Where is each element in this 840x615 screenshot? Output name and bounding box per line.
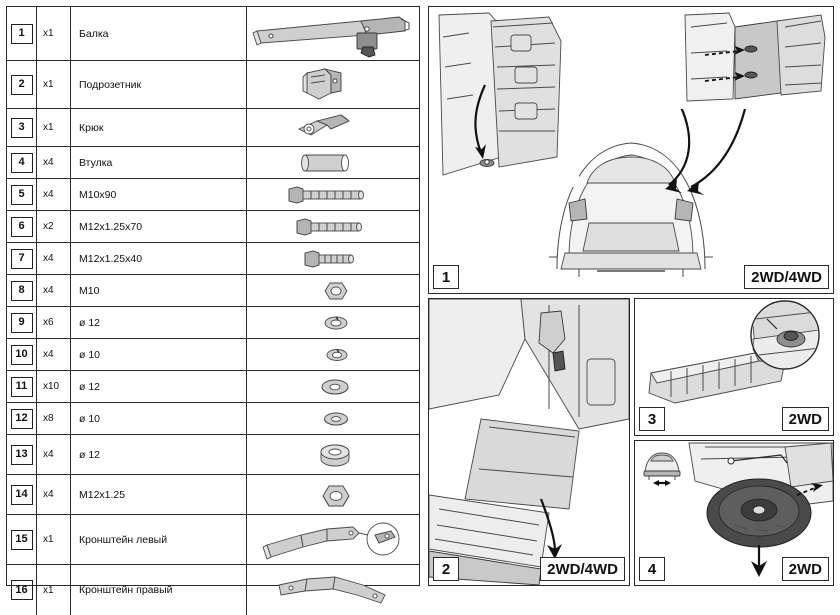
row-qty: x1 [37, 61, 71, 108]
thick-washer-icon [247, 435, 419, 474]
row-number-cell [7, 515, 37, 564]
panel-1 [428, 6, 834, 294]
row-name: ø 10 [71, 339, 247, 370]
table-row [7, 515, 419, 565]
panel-3 [634, 298, 834, 436]
row-qty: x4 [37, 147, 71, 178]
panel-2 [428, 298, 630, 586]
row-number-cell [7, 243, 37, 274]
row-number: 9 [11, 313, 33, 333]
row-number-cell [7, 211, 37, 242]
row-qty: x4 [37, 243, 71, 274]
row-number-cell [7, 403, 37, 434]
table-row [7, 475, 419, 515]
row-name: Крюк [71, 109, 247, 146]
row-qty: x10 [37, 371, 71, 402]
panel-4-step-badge: 4 [639, 557, 665, 581]
table-row [7, 109, 419, 147]
table-row [7, 371, 419, 403]
row-number: 16 [11, 580, 33, 600]
row-name: Втулка [71, 147, 247, 178]
row-name: ø 10 [71, 403, 247, 434]
row-name: M12x1.25x70 [71, 211, 247, 242]
row-name: Балка [71, 7, 247, 60]
nut-hex-icon [247, 275, 419, 306]
panel-2-variant-badge: 2WD/4WD [540, 557, 625, 581]
row-qty: x1 [37, 109, 71, 146]
table-row [7, 275, 419, 307]
table-row [7, 403, 419, 435]
illustration-panels [428, 6, 834, 586]
bolt-long-icon [247, 179, 419, 210]
row-qty: x4 [37, 435, 71, 474]
panel-2-step-badge: 2 [433, 557, 459, 581]
row-name: M10x90 [71, 179, 247, 210]
panel-3-variant-badge: 2WD [782, 407, 829, 431]
row-number: 7 [11, 249, 33, 269]
row-number: 6 [11, 217, 33, 237]
row-qty: x8 [37, 403, 71, 434]
table-row [7, 565, 419, 615]
flat-washer-icon [247, 403, 419, 434]
row-number: 2 [11, 75, 33, 95]
row-number-cell [7, 275, 37, 306]
row-number-cell [7, 565, 37, 615]
row-qty: x2 [37, 211, 71, 242]
row-qty: x4 [37, 339, 71, 370]
row-number-cell [7, 7, 37, 60]
panel-1-step-badge: 1 [433, 265, 459, 289]
row-number: 4 [11, 153, 33, 173]
spring-washer-icon [247, 307, 419, 338]
row-number-cell [7, 435, 37, 474]
row-name: Подрозетник [71, 61, 247, 108]
table-row [7, 339, 419, 371]
row-name: M12x1.25x40 [71, 243, 247, 274]
nut-hex-icon [247, 475, 419, 514]
row-number-cell [7, 179, 37, 210]
table-row [7, 147, 419, 179]
row-name: Кронштейн левый [71, 515, 247, 564]
bracket-right-icon [247, 565, 419, 615]
row-number: 1 [11, 24, 33, 44]
row-name: M10 [71, 275, 247, 306]
socket-bracket-icon [247, 61, 419, 108]
row-number: 8 [11, 281, 33, 301]
row-qty: x4 [37, 179, 71, 210]
row-number-cell [7, 475, 37, 514]
row-qty: x6 [37, 307, 71, 338]
bolt-medium-icon [247, 211, 419, 242]
table-row [7, 435, 419, 475]
row-qty: x1 [37, 515, 71, 564]
row-number: 14 [11, 485, 33, 505]
row-number: 12 [11, 409, 33, 429]
row-number-cell [7, 61, 37, 108]
row-number-cell [7, 307, 37, 338]
bracket-left-icon [247, 515, 419, 564]
row-qty: x1 [37, 565, 71, 615]
row-name: ø 12 [71, 307, 247, 338]
spring-washer-icon [247, 339, 419, 370]
row-number: 15 [11, 530, 33, 550]
row-qty: x4 [37, 275, 71, 306]
tow-bar-beam-icon [247, 7, 419, 60]
flat-washer-icon [247, 371, 419, 402]
panel-3-step-badge: 3 [639, 407, 665, 431]
table-row [7, 243, 419, 275]
tow-hook-icon [247, 109, 419, 146]
row-number: 13 [11, 445, 33, 465]
row-number-cell [7, 339, 37, 370]
row-number: 3 [11, 118, 33, 138]
bolt-short-icon [247, 243, 419, 274]
row-qty: x1 [37, 7, 71, 60]
table-row [7, 7, 419, 61]
parts-table [6, 6, 420, 596]
bushing-icon [247, 147, 419, 178]
row-number: 11 [11, 377, 33, 397]
row-name: ø 12 [71, 435, 247, 474]
row-number-cell [7, 147, 37, 178]
panel-4-variant-badge: 2WD [782, 557, 829, 581]
row-qty: x4 [37, 475, 71, 514]
row-number-cell [7, 109, 37, 146]
table-row [7, 307, 419, 339]
row-number: 5 [11, 185, 33, 205]
row-name: Кронштейн правый [71, 565, 247, 615]
row-number-cell [7, 371, 37, 402]
panel-1-variant-badge: 2WD/4WD [744, 265, 829, 289]
table-row [7, 211, 419, 243]
table-row [7, 179, 419, 211]
table-row [7, 61, 419, 109]
row-number: 10 [11, 345, 33, 365]
row-name: M12x1.25 [71, 475, 247, 514]
panel-4 [634, 440, 834, 586]
row-name: ø 12 [71, 371, 247, 402]
